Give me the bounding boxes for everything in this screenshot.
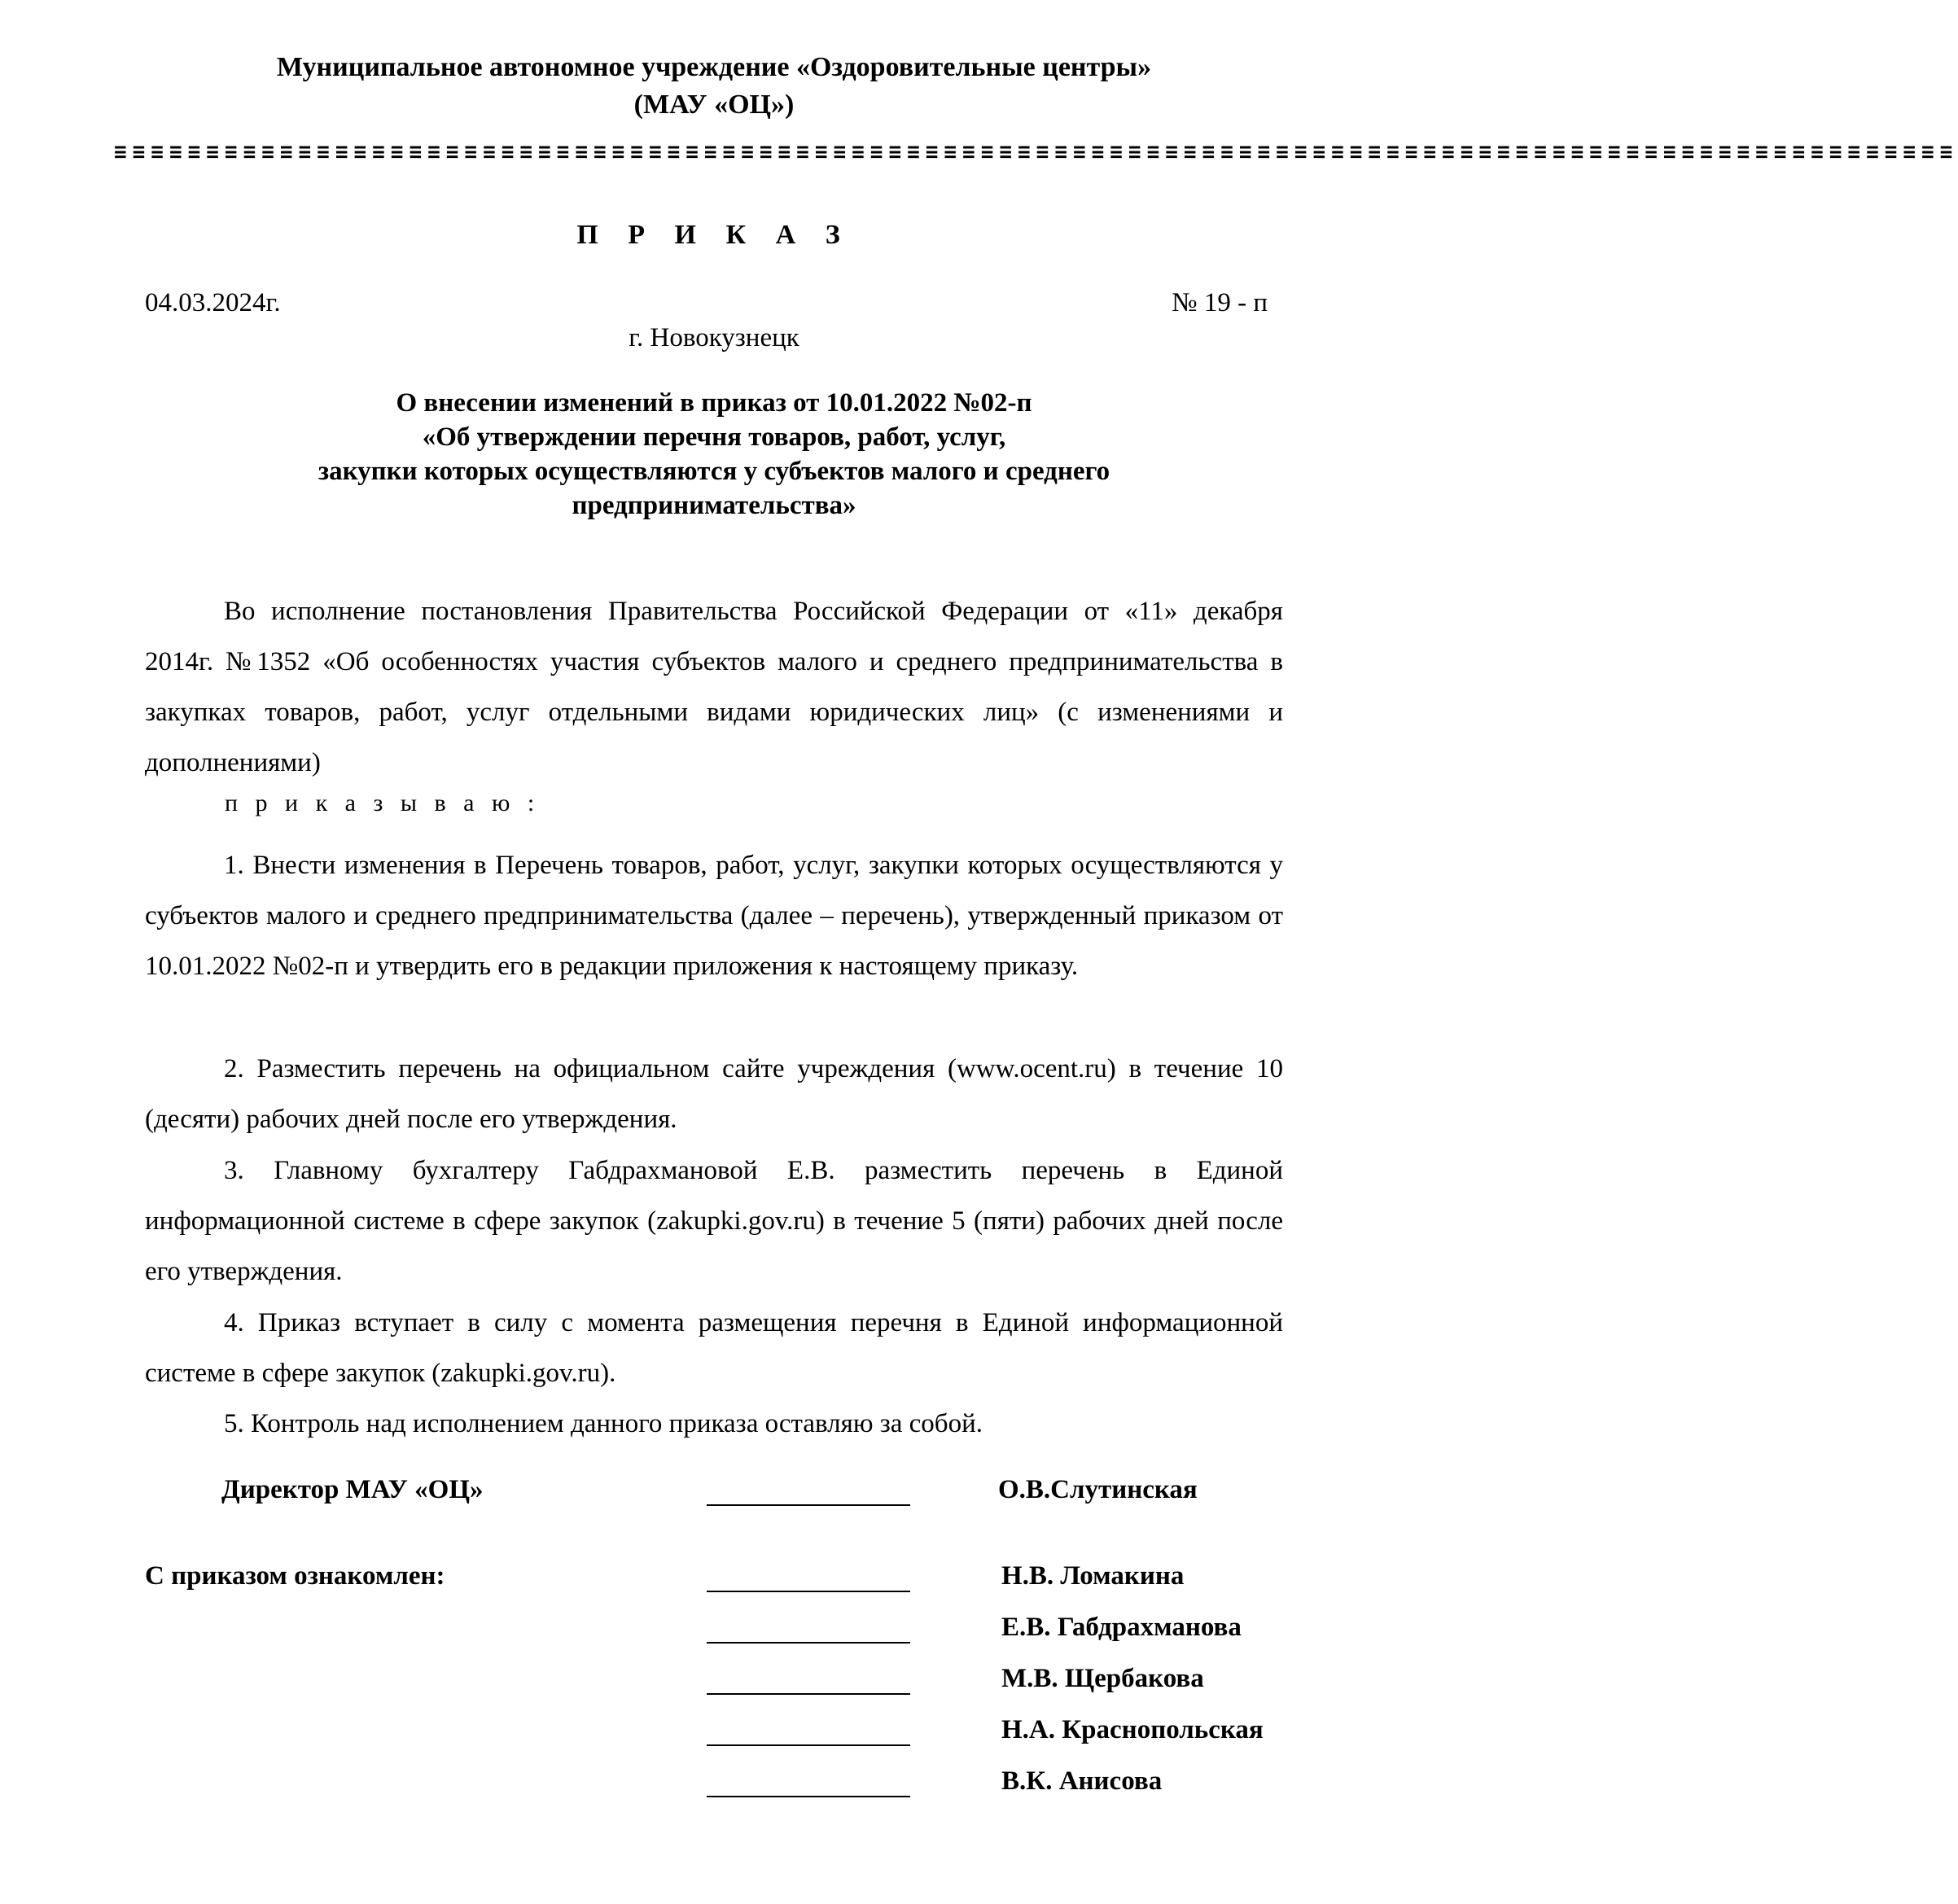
document-title: П Р И К А З [576,220,852,250]
subject-line: «Об утверждении перечня товаров, работ, услуг, [422,422,1006,452]
document-number: № 19 - п [1172,288,1268,317]
acquainted-name: В.К. Анисова [1001,1766,1163,1796]
signature-line [707,1744,910,1746]
director-title: Директор МАУ «ОЦ» [221,1475,484,1504]
order-item [145,1298,1283,1398]
acquainted-name: Н.В. Ломакина [1001,1561,1185,1591]
acquainted-name: М.В. Щербакова [1001,1664,1204,1693]
subject-line: О внесении изменений в приказ от 10.01.2022 №02-п [396,388,1032,418]
order-item-text: 3. Главному бухгалтеру Габдрахмановой Е.В. разместить перечень в Единой информационной системе в сфере закупок (zakupki.gov.ru) в течение 5 (пяти) рабочих дней после его утверждения. [145,1156,1283,1286]
order-item-text: 1. Внести изменения в Перечень товаров, работ, услуг, закупки которых осуществляются у субъектов малого и среднего предпринимательства (далее – перечень), утвержденный приказом от 10.01.2022 №02-п и утвердить его в редакции приложения к настоящему приказу. [145,851,1283,981]
signature-line [707,1504,910,1506]
order-item [145,1398,1283,1449]
signature-line [707,1796,910,1797]
signature-line [707,1591,910,1592]
preamble-text: Во исполнение постановления Правительства Российской Федерации от «11» декабря 2014г. №1352 «Об особенностях участия субъектов малого и среднего предпринимательства в закупках товаров, работ, услуг отдельными видами юридических лиц» (с изменениями и дополнениями) [145,597,1283,777]
acquainted-name: Н.А. Краснопольская [1001,1715,1264,1744]
document-date: 04.03.2024г. [145,288,281,317]
order-item-text: 2. Разместить перечень на официальном сайте учреждения (www.ocent.ru) в течение 10 (десяти) рабочих дней после его утверждения. [145,1054,1283,1134]
subject-line: закупки которых осуществляются у субъектов малого и среднего [318,457,1110,486]
order-item [145,840,1283,991]
preamble-paragraph [145,586,1283,788]
order-item [145,1145,1283,1297]
order-word: п р и к а з ы в а ю : [225,790,541,816]
signature-line [707,1642,910,1644]
acquainted-name: Е.В. Габдрахманова [1001,1613,1242,1642]
signature-line [707,1693,910,1695]
director-name: О.В.Слутинская [998,1475,1198,1504]
document-city: г. Новокузнецк [629,323,799,352]
order-item [145,1044,1283,1145]
order-item-text: 4. Приказ вступает в силу с момента размещения перечня в Единой информационной системе в сфере закупок (zakupki.gov.ru). [145,1308,1283,1388]
header-divider: ≡≡≡≡≡≡≡≡≡≡≡≡≡≡≡≡≡≡≡≡≡≡≡≡≡≡≡≡≡≡≡≡≡≡≡≡≡≡≡≡≡≡≡≡≡≡≡≡≡≡≡≡≡≡≡≡≡≡≡≡≡≡≡≡≡≡≡≡≡≡≡≡≡≡≡≡≡≡≡≡≡≡≡≡≡≡≡≡≡≡≡≡≡≡≡≡≡≡≡≡ [114,140,1958,164]
org-abbreviation: (МАУ «ОЦ») [633,90,795,120]
document-subject [0,386,1428,523]
acquainted-label: С приказом ознакомлен: [145,1561,445,1591]
order-item-text: 5. Контроль над исполнением данного приказа оставляю за собой. [224,1409,983,1438]
subject-line: предпринимательства» [572,491,856,520]
org-name: Муниципальное автономное учреждение «Оздоровительные центры» [276,52,1152,82]
